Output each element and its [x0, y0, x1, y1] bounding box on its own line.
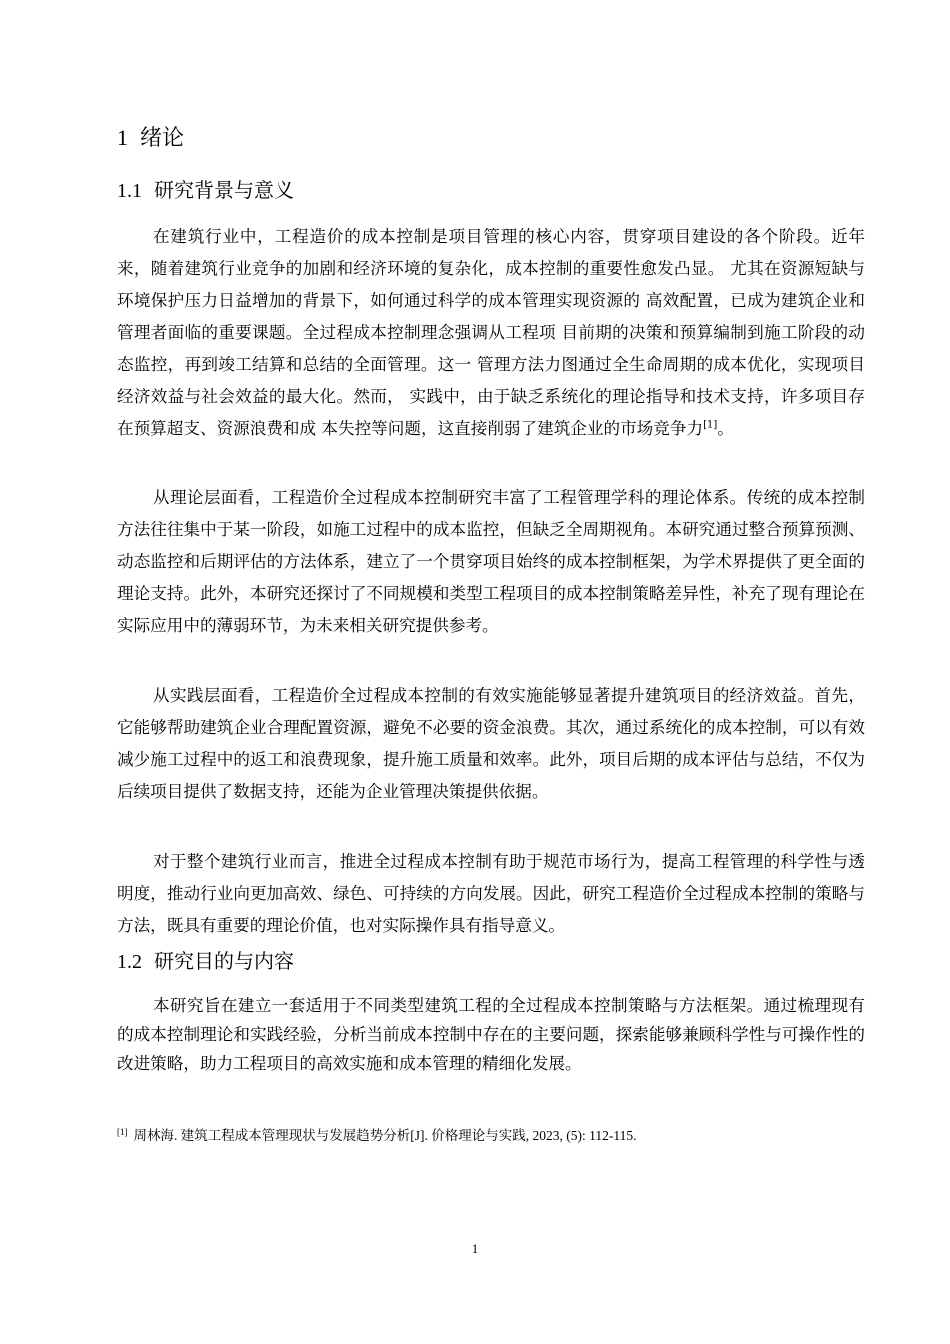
- paragraph-theory: [117, 482, 865, 642]
- paragraph-industry: [117, 846, 865, 942]
- chapter-title: 绪论: [140, 126, 185, 151]
- chapter-number: 1: [117, 125, 128, 150]
- footnote: [117, 1125, 865, 1147]
- section-heading-1-1: [117, 175, 294, 206]
- section-number: 1.2: [117, 951, 142, 973]
- page-number: 1: [471, 1241, 479, 1256]
- chapter-heading: [117, 122, 184, 155]
- paragraph-text: 从实践层面看，工程造价全过程成本控制的有效实施能够显著提升建筑项目的经济效益。首先，它能够帮助建筑企业合理配置资源，避免不必要的资金浪费。其次，通过系统化的成本控制，可以有效减少施工过程中的返工和浪费现象，提升施工质量和效率。此外，项目后期的成本评估与总结，不仅为后续项目提供了数据支持，还能为企业管理决策提供依据。: [117, 686, 865, 801]
- section-heading-1-2: [117, 946, 294, 977]
- paragraph-practice: [117, 680, 865, 808]
- paragraph-text: 本研究旨在建立一套适用于不同类型建筑工程的全过程成本控制策略与方法框架。通过梳理现有的成本控制理论和实践经验，分析当前成本控制中存在的主要问题，探索能够兼顾科学性与可操作性的改进策略，助力工程项目的高效实施和成本管理的精细化发展。: [117, 996, 865, 1073]
- paragraph-text: 对于整个建筑行业而言，推进全过程成本控制有助于规范市场行为，提高工程管理的科学性与透明度，推动行业向更加高效、绿色、可持续的方向发展。因此，研究工程造价全过程成本控制的策略与方法，既具有重要的理论价值，也对实际操作具有指导意义。: [117, 852, 865, 935]
- section-title: 研究目的与内容: [154, 949, 294, 973]
- footnote-text: 周林海. 建筑工程成本管理现状与发展趋势分析[J]. 价格理论与实践, 2023, (5): 112-115.: [133, 1128, 637, 1143]
- paragraph-text: 在建筑行业中，工程造价的成本控制是项目管理的核心内容，贯穿项目建设的各个阶段。近年来，随着建筑行业竞争的加剧和经济环境的复杂化，成本控制的重要性愈发凸显。 尤其在资源短缺与环境保护压力日益增加的背景下，如何通过科学的成本管理实现资源的 高效配置，已成为建筑企业和管理者面临的重要课题。全过程成本控制理念强调从工程项 目前期的决策和预算编制到施工阶段的动态监控，再到竣工结算和总结的全面管理。这一 管理方法力图通过全生命周期的成本优化，实现项目经济效益与社会效益的最大化。然而， 实践中，由于缺乏系统化的理论指导和技术支持，许多项目存在预算超支、资源浪费和成 本失控等问题，这直接削弱了建筑企业的市场竞争力: [117, 227, 865, 438]
- paragraph-background: [117, 221, 865, 445]
- footnote-mark: [1]: [117, 1126, 128, 1137]
- citation-mark: [1]: [703, 419, 718, 431]
- section-title: 研究背景与意义: [154, 178, 294, 202]
- section-number: 1.1: [117, 180, 142, 202]
- paragraph-tail: 。: [717, 419, 734, 438]
- paragraph-text: 从理论层面看，工程造价全过程成本控制研究丰富了工程管理学科的理论体系。传统的成本控制方法往往集中于某一阶段，如施工过程中的成本监控，但缺乏全周期视角。本研究通过整合预算预测、动态监控和后期评估的方法体系，建立了一个贯穿项目始终的成本控制框架，为学术界提供了更全面的理论支持。此外，本研究还探讨了不同规模和类型工程项目的成本控制策略差异性，补充了现有理论在实际应用中的薄弱环节，为未来相关研究提供参考。: [117, 488, 865, 635]
- paragraph-objectives: [117, 991, 865, 1078]
